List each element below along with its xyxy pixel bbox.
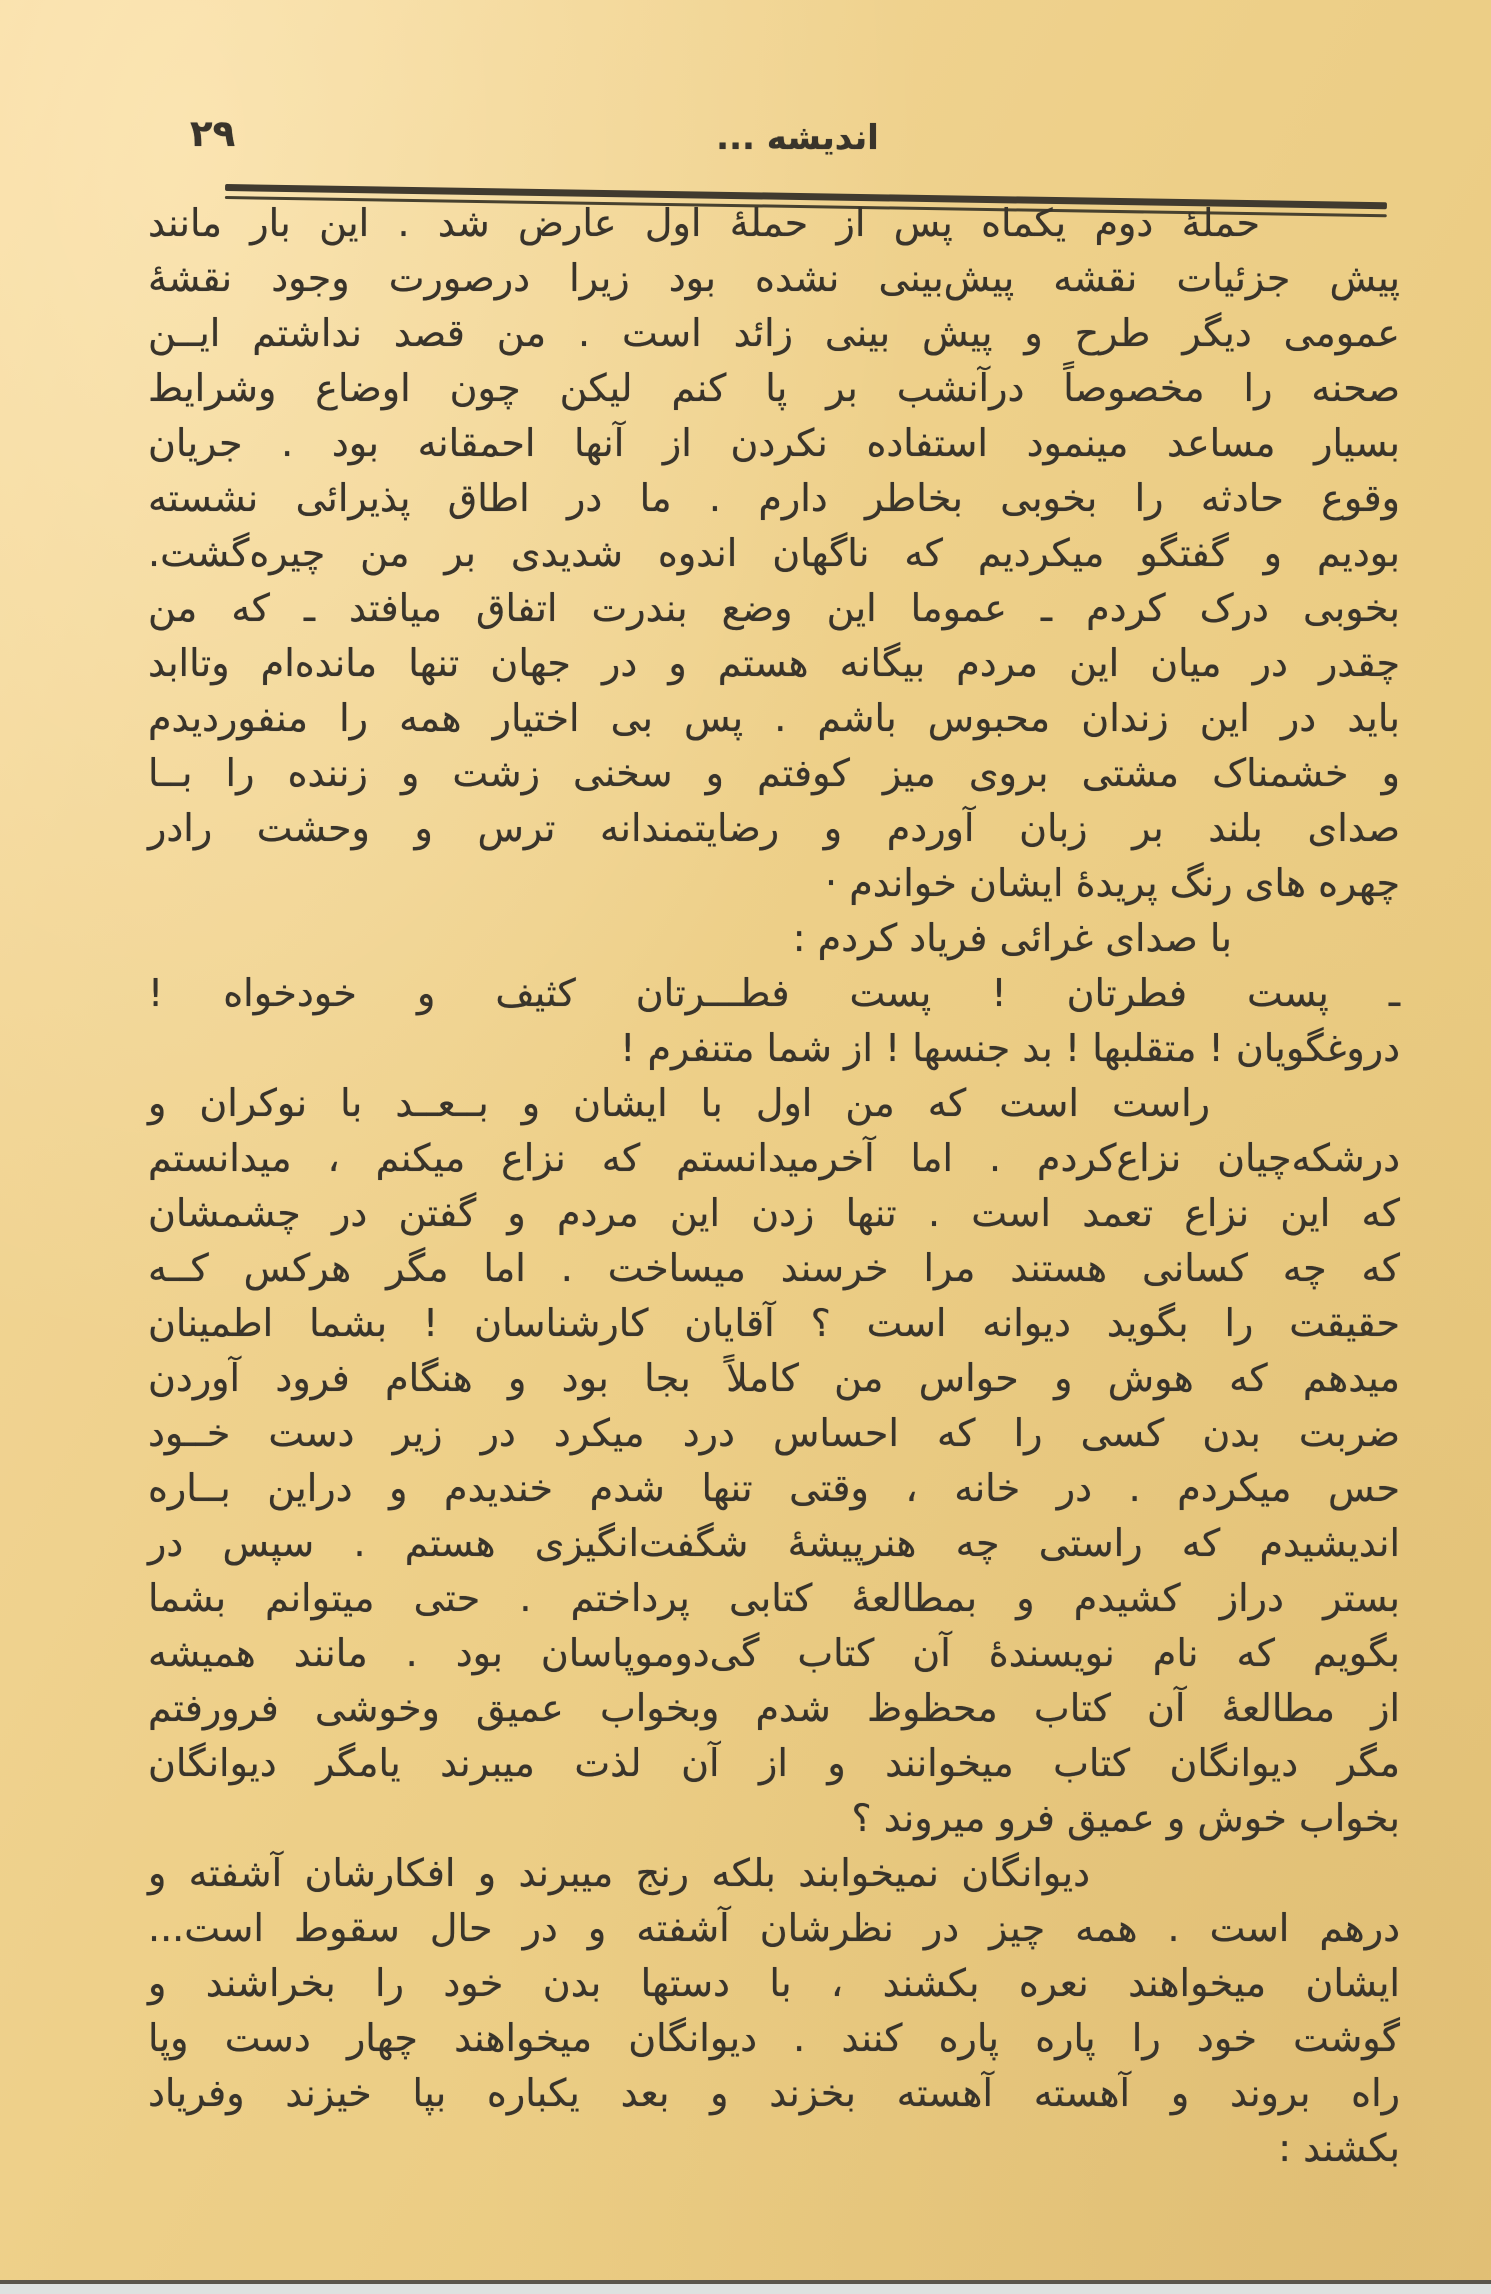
text-line: باید در این زندان محبوس باشم . پس بی اختیار همه را منفوردیدم xyxy=(148,696,1400,740)
page-title: اندیشه ... xyxy=(716,118,879,158)
text-line: با صدای غرائی فریاد کردم : xyxy=(792,916,1232,960)
text-line: گوشت خود را پاره پاره کنند . دیوانگان میخواهند چهار دست وپا xyxy=(148,2016,1400,2060)
text-line: پیش جزئیات نقشه پیش‌بینی نشده بود زیرا درصورت وجود نقشهٔ xyxy=(148,256,1400,300)
text-line: درشکه‌چیان نزاع‌کردم . اما آخرمیدانستم که نزاع میکنم ، میدانستم xyxy=(148,1136,1400,1180)
text-line: حملهٔ دوم یکماه پس از حملهٔ اول عارض شد . این بار مانند xyxy=(148,201,1260,245)
text-line: دروغگویان ! متقلبها ! بد جنسها ! از شما متنفرم ! xyxy=(620,1026,1400,1070)
text-line: عمومی دیگر طرح و پیش بینی زائد است . من قصد نداشتم ایــن xyxy=(148,311,1400,355)
text-line: حس میکردم . در خانه ، وقتی تنها شدم خندیدم و دراین بــاره xyxy=(148,1466,1400,1510)
text-line: بسیار مساعد مینمود استفاده نکردن از آنها احمقانه بود . جریان xyxy=(148,421,1400,465)
text-line: ـ پست فطرتان ! پست فطـــرتان کثیف و خودخواه ! xyxy=(148,971,1400,1015)
text-line: راست است که من اول با ایشان و بــعــد با نوکران و xyxy=(148,1081,1210,1125)
text-line: دیوانگان نمیخوابند بلکه رنج میبرند و افکارشان آشفته و xyxy=(148,1851,1090,1895)
text-line: راه بروند و آهسته آهسته بخزند و بعد یکباره بپا خیزند وفریاد xyxy=(148,2071,1400,2115)
text-line: بودیم و گفتگو میکردیم که ناگهان اندوه شدیدی بر من چیره‌گشت. xyxy=(148,531,1400,575)
text-line: وقوع حادثه را بخوبی بخاطر دارم . ما در اطاق پذیرائی نشسته xyxy=(148,476,1400,520)
text-line: بستر دراز کشیدم و بمطالعهٔ کتابی پرداختم . حتی میتوانم بشما xyxy=(148,1576,1400,1620)
text-line: بخوبی درک کردم ـ عموما این وضع بندرت اتفاق میافتد ـ که من xyxy=(148,586,1400,630)
text-line: ضربت بدن کسی را که احساس درد میکرد در زیر دست خــود xyxy=(148,1411,1400,1455)
text-line: صحنه را مخصوصاً درآنشب بر پا کنم لیکن چون اوضاع وشرایط xyxy=(148,366,1400,410)
text-line: و خشمناک مشتی بروی میز کوفتم و سخنی زشت و زننده را بــا xyxy=(148,751,1400,795)
text-line: ایشان میخواهند نعره بکشند ، با دستها بدن خود را بخراشند و xyxy=(148,1961,1400,2005)
page-number: ۲۹ xyxy=(190,112,236,155)
text-line: صدای بلند بر زبان آوردم و رضایتمندانه ترس و وحشت رادر xyxy=(148,806,1400,850)
text-line: که چه کسانی هستند مرا خرسند میساخت . اما مگر هرکس کــه xyxy=(148,1246,1400,1290)
text-line: حقیقت را بگوید دیوانه است ؟ آقایان کارشناسان ! بشما اطمینان xyxy=(148,1301,1400,1345)
text-line: میدهم که هوش و حواس من کاملاً بجا بود و هنگام فرود آوردن xyxy=(148,1356,1400,1400)
text-line: که این نزاع تعمد است . تنها زدن این مردم و گفتن در چشمشان xyxy=(148,1191,1400,1235)
text-line: درهم است . همه چیز در نظرشان آشفته و در حال سقوط است... xyxy=(148,1906,1400,1950)
text-line: بکشند : xyxy=(1278,2126,1400,2170)
text-line: بگویم که نام نویسندهٔ آن کتاب گی‌دوموپاسان بود . مانند همیشه xyxy=(148,1631,1400,1675)
scan-background-strip xyxy=(0,2284,1491,2294)
text-line: از مطالعهٔ آن کتاب محظوظ شدم وبخواب عمیق وخوشی فرورفتم xyxy=(148,1686,1400,1730)
text-line: اندیشیدم که راستی چه هنرپیشهٔ شگفت‌انگیزی هستم . سپس در xyxy=(148,1521,1400,1565)
text-line: مگر دیوانگان کتاب میخوانند و از آن لذت میبرند یامگر دیوانگان xyxy=(148,1741,1400,1785)
text-line: چهره های رنگ پریدهٔ ایشان خواندم · xyxy=(825,861,1400,905)
text-line: چقدر در میان این مردم بیگانه هستم و در جهان تنها مانده‌ام وتاابد xyxy=(148,641,1400,685)
text-line: بخواب خوش و عمیق فرو میروند ؟ xyxy=(851,1796,1400,1840)
body-text-block xyxy=(148,196,1400,2176)
